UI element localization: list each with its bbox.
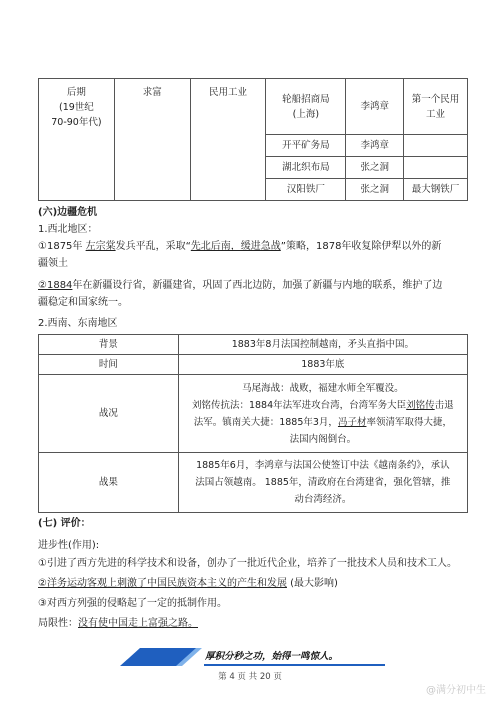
label-result: 战果 xyxy=(39,453,179,513)
founder-cell: 李鸿章 xyxy=(346,79,404,135)
enterprise-cell: 轮船招商局 (上海) xyxy=(266,79,346,135)
northwest-item-1-cont: 疆领土 xyxy=(38,258,68,269)
section-6-title: (六)边疆危机 xyxy=(38,207,98,218)
footer-slogan: 厚积分秒之功，始得一鸣惊人。 xyxy=(205,651,339,662)
northwest-heading: 1.西北地区： xyxy=(38,224,98,235)
progress-heading: 进步性(作用): xyxy=(38,540,100,551)
note-cell xyxy=(404,135,468,157)
enterprise-cell: 开平矿务局 xyxy=(266,135,346,157)
founder-cell: 张之洞 xyxy=(346,157,404,179)
slogan-cell: 求富 xyxy=(114,79,190,201)
section-7-title: (七) 评价： xyxy=(38,518,91,529)
value-battle: 马尾海战：战败，福建水师全军覆没。 刘铭传抗法：1884年法军进攻台湾，台湾军务大臣刘铭传击退 法军。镇南关大捷：1885年3月，冯子材率领清军取得大捷， 法国内阁倒台。 xyxy=(178,375,467,453)
progress-item-1: ①引进了西方先进的科学技术和设备，创办了一批近代企业，培养了一批技术人员和技术工人。 xyxy=(38,558,457,569)
enterprise-cell: 湖北织布局 xyxy=(266,157,346,179)
label-background: 背景 xyxy=(39,335,179,355)
progress-item-2: ②洋务运动客观上刺激了中国民族资本主义的产生和发展 (最大影响) xyxy=(38,578,338,589)
period-cell: 后期 (19世纪 70-90年代) xyxy=(39,79,115,201)
northwest-item-1: ①1875年 左宗棠发兵平乱，采取“先北后南，缓进急战”策略，1878年收复除伊犁以外的新 xyxy=(38,241,442,252)
northwest-item-2-cont: 疆稳定和国家统一。 xyxy=(38,297,128,308)
page-number: 第 4 页 共 20 页 xyxy=(218,672,282,682)
northwest-item-2: ②1884年在新疆设行省，新疆建省，巩固了西北边防，加强了新疆与内地的联系，维护了边 xyxy=(38,280,443,291)
progress-item-3: ③对西方列强的侵略起了一定的抵制作用。 xyxy=(38,598,227,609)
southwest-heading: 2.西南、东南地区 xyxy=(38,318,118,329)
industry-type-cell: 民用工业 xyxy=(190,79,266,201)
founder-cell: 李鸿章 xyxy=(346,135,404,157)
enterprise-cell: 汉阳铁厂 xyxy=(266,179,346,201)
watermark: @满分初中生 xyxy=(426,685,486,696)
value-background: 1883年8月法国控制越南，矛头直指中国。 xyxy=(178,335,467,355)
limitation: 局限性：没有使中国走上富强之路。 xyxy=(38,618,198,629)
founder-cell: 张之洞 xyxy=(346,179,404,201)
note-cell: 第一个民用 工业 xyxy=(404,79,468,135)
value-result: 1885年6月，李鸿章与法国公使签订中法《越南条约》，承认 法国占领越南。 1885年，清政府在台湾建省，强化管辖，推 动台湾经济。 xyxy=(178,453,467,513)
label-time: 时间 xyxy=(39,355,179,375)
sino-french-war-table xyxy=(38,334,468,513)
note-cell xyxy=(404,157,468,179)
note-cell: 最大钢铁厂 xyxy=(404,179,468,201)
label-battle: 战况 xyxy=(39,375,179,453)
value-time: 1883年底 xyxy=(178,355,467,375)
enterprise-table xyxy=(38,78,468,201)
